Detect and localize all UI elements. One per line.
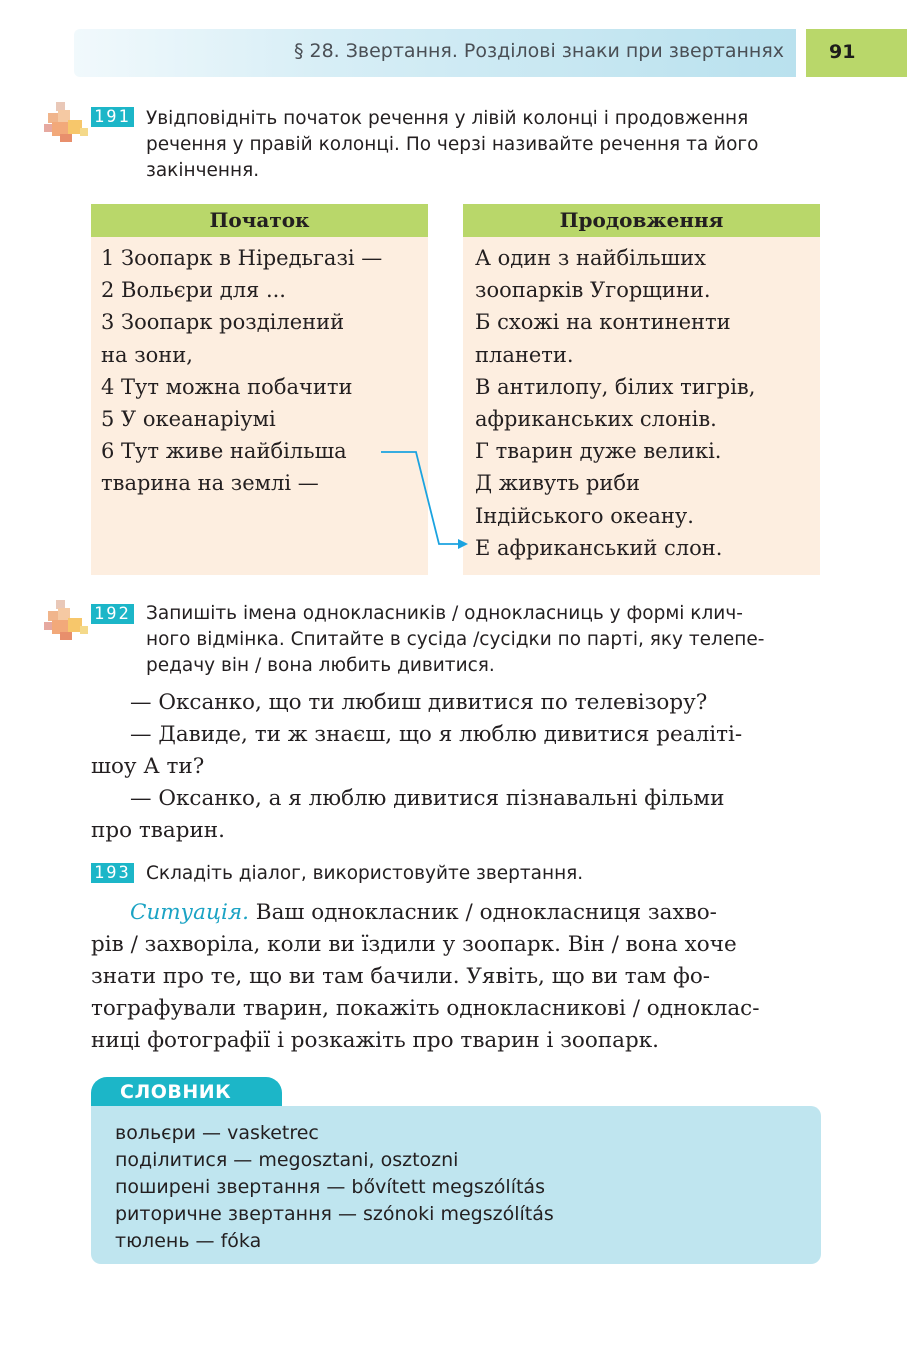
dictionary-title: СЛОВНИК bbox=[120, 1081, 232, 1103]
start-line: 5 У океанаріумі bbox=[101, 407, 276, 432]
dictionary-entry: тюлень — fóka bbox=[115, 1230, 262, 1252]
hands-together-icon bbox=[42, 100, 90, 146]
exercise-192-task bbox=[146, 601, 764, 679]
continuation-line: Г тварин дуже великі. bbox=[475, 439, 722, 464]
task-line: Увідповідніть початок речення у лівій колонці і продовження bbox=[146, 108, 749, 129]
start-line: 6 Тут живе найбільша bbox=[101, 439, 347, 464]
exercise-193-task bbox=[146, 861, 583, 887]
arrow-line bbox=[381, 452, 459, 544]
arrow-head-icon bbox=[458, 539, 468, 549]
matching-table bbox=[91, 204, 820, 575]
situation-line: ниці фотографії і розкажіть про тварин і зоопарк. bbox=[91, 1028, 660, 1053]
continuation-line: Е африканський слон. bbox=[475, 535, 723, 560]
dictionary-entry: поділитися — megosztani, osztozni bbox=[115, 1149, 459, 1171]
start-line: на зони, bbox=[101, 342, 193, 367]
task-line: закінчення. bbox=[146, 160, 260, 181]
page-number-box bbox=[806, 29, 907, 77]
situation-line: тографували тварин, покажіть однокласникові / однoклас- bbox=[91, 996, 760, 1021]
dictionary-entry: вольєри — vasketrec bbox=[115, 1122, 319, 1144]
exercise-number-191: 191 bbox=[91, 107, 134, 127]
dictionary-entries bbox=[115, 1120, 554, 1255]
task-line: Запишіть імена однокласників / однокласниць у формі клич- bbox=[146, 603, 743, 624]
continuation-line: африканських слонів. bbox=[475, 407, 717, 432]
dialogue-line: — Давиде, ти ж знаєш, що я люблю дивитися реаліті- bbox=[130, 722, 743, 747]
exercise-number-192: 192 bbox=[91, 604, 134, 624]
situation-line: рів / захворіла, коли ви їздили у зоопарк. Він / вона хоче bbox=[91, 932, 737, 957]
hands-together-icon bbox=[42, 598, 90, 644]
continuation-line: зоопарків Угорщини. bbox=[475, 278, 711, 303]
dialogue-line: — Оксанко, що ти любиш дивитися по телевізору? bbox=[130, 690, 708, 715]
continuation-line: планети. bbox=[475, 342, 574, 367]
start-line: 3 Зоопарк розділений bbox=[101, 310, 345, 335]
dictionary-tab bbox=[91, 1077, 282, 1109]
dictionary-entry: поширені звертання — bővített megszólítás bbox=[115, 1176, 545, 1198]
dialogue-line: — Оксанко, а я люблю дивитися пізнавальні фільми bbox=[130, 786, 725, 811]
start-line: тварина на землі — bbox=[101, 471, 319, 496]
continuation-line: Б схожі на континенти bbox=[475, 310, 731, 335]
column-header-start: Початок bbox=[91, 204, 428, 237]
dictionary-box bbox=[91, 1106, 821, 1264]
start-line: 1 Зоопарк в Ніредьгазі — bbox=[101, 246, 383, 270]
continuation-line: В антилопу, білих тигрів, bbox=[475, 374, 756, 399]
example-arrow bbox=[91, 204, 820, 575]
situation-label: Ситуація. bbox=[130, 900, 249, 925]
task-line: ного відмінка. Спитайте в сусіда /сусідки по парті, яку телепе- bbox=[146, 629, 765, 650]
task-line: редачу він / вона любить дивитися. bbox=[146, 655, 495, 676]
situation-text: Ваш однокласник / однокласниця захво- bbox=[255, 900, 717, 925]
continuation-line: Д живуть риби bbox=[475, 471, 641, 496]
continuation-line: А один з найбільших bbox=[475, 246, 706, 270]
dictionary-entry: риторичне звертання — szónoki megszólítás bbox=[115, 1203, 554, 1225]
start-line: 4 Тут можна побачити bbox=[101, 374, 353, 399]
dialogue-line: шоу А ти? bbox=[91, 754, 205, 779]
start-line: 2 Вольєри для ... bbox=[101, 278, 286, 303]
page-number: 91 bbox=[829, 41, 856, 63]
situation-line: знати про те, що ви там бачили. Уявіть, що ви там фо- bbox=[91, 964, 711, 989]
running-header bbox=[74, 29, 796, 77]
exercise-number-193: 193 bbox=[91, 863, 134, 883]
section-title: § 28. Звертання. Розділові знаки при звертаннях bbox=[293, 40, 784, 62]
dialogue-line: про тварин. bbox=[91, 818, 225, 843]
task-line: Складіть діалог, використовуйте звертання. bbox=[146, 863, 584, 884]
situation-line bbox=[130, 897, 717, 929]
task-line: речення у правій колонці. По черзі називайте речення та його bbox=[146, 134, 759, 155]
continuation-line: Індійського океану. bbox=[475, 503, 694, 528]
exercise-191-task bbox=[146, 106, 758, 184]
column-header-continuation: Продовження bbox=[463, 204, 820, 237]
